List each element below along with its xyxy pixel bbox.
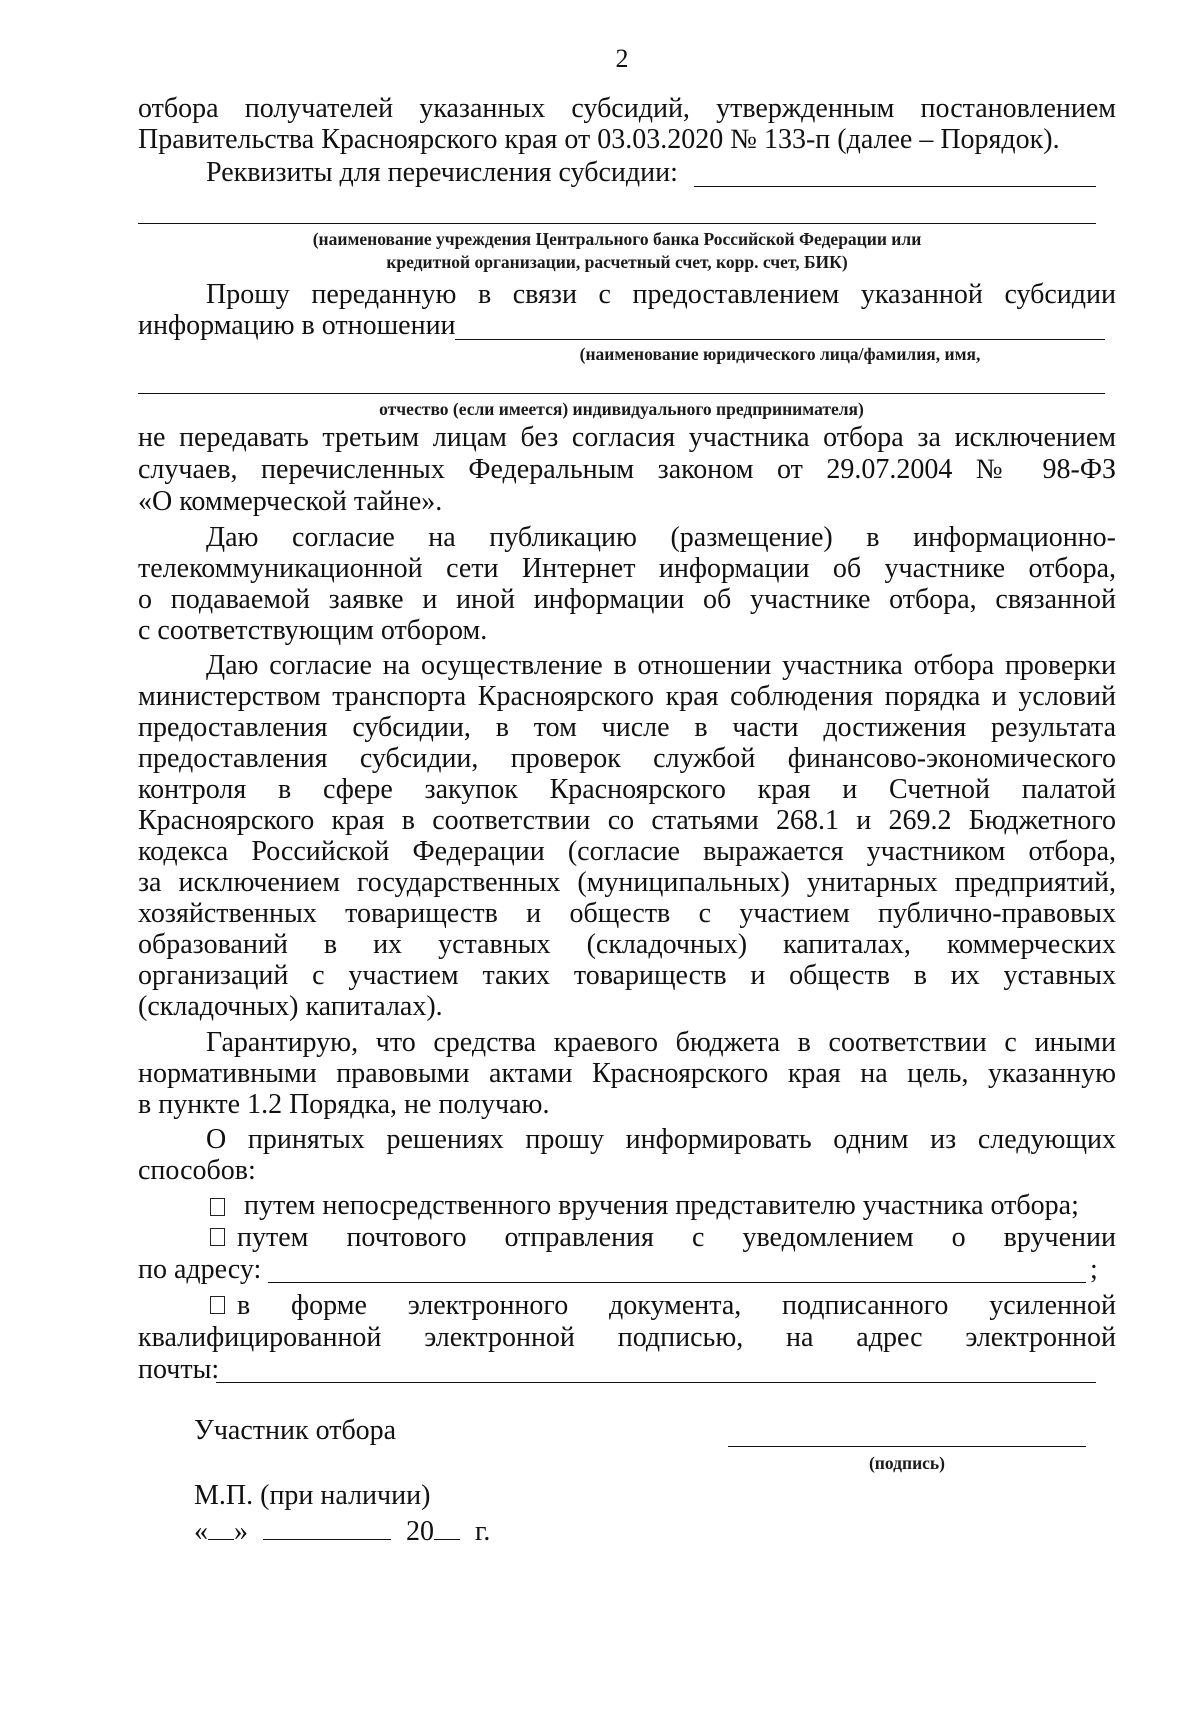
post-address-label: по адресу: bbox=[138, 1254, 262, 1285]
audit-line-8: за исключением государственных (муниципальных) унитарных предприятий, bbox=[138, 867, 1116, 898]
option-email-line bbox=[210, 1290, 1116, 1321]
requisites-label: Реквизиты для перечисления субсидии: bbox=[206, 157, 678, 188]
audit-line-4: предоставления субсидии, проверок службой финансово-экономического bbox=[138, 743, 1116, 774]
email-address-label: почты: bbox=[138, 1354, 220, 1385]
request-cont-line-3: «О коммерческой тайне». bbox=[138, 486, 443, 517]
audit-line-10: образований в их уставных (складочных) капиталах, коммерческих bbox=[138, 929, 1116, 960]
date-row bbox=[194, 1515, 594, 1547]
audit-line-7: кодекса Российской Федерации (согласие выражается участником отбора, bbox=[138, 836, 1116, 867]
notify-line-2: способов: bbox=[138, 1155, 256, 1186]
stamp-label: М.П. (при наличии) bbox=[194, 1480, 431, 1511]
date-year-blank[interactable] bbox=[434, 1515, 460, 1540]
participant-label: Участник отбора bbox=[194, 1415, 397, 1446]
recipient-name-blank-2[interactable] bbox=[138, 393, 1105, 394]
hand-delivery-checkbox[interactable] bbox=[210, 1198, 225, 1216]
publication-line-4: с соответствующим отбором. bbox=[138, 615, 488, 646]
request-line-2-row bbox=[138, 310, 1116, 341]
request-caption-1: (наименование юридического лица/фамилия, имя, bbox=[579, 344, 981, 364]
publication-line-2: телекоммуникационной сети Интернет информации об участнике отбора, bbox=[138, 553, 1116, 584]
recipient-name-blank[interactable] bbox=[455, 339, 1105, 340]
email-checkbox[interactable] bbox=[210, 1296, 225, 1314]
guarantee-line-1: Гарантирую, что средства краевого бюджета в соответствии с иными bbox=[206, 1027, 1116, 1058]
requisites-caption-2: кредитной организации, расчетный счет, корр. счет, БИК) bbox=[386, 252, 848, 272]
intro-line-1: отбора получателей указанных субсидий, утвержденным постановлением bbox=[138, 93, 1116, 124]
post-address-end: ; bbox=[1090, 1254, 1098, 1285]
post-checkbox[interactable] bbox=[210, 1228, 225, 1246]
request-cont-line-2: случаев, перечисленных Федеральным законом от 29.07.2004 № 98-ФЗ bbox=[138, 454, 1116, 485]
option-email-label-2: квалифицированной электронной подписью, на адрес электронной bbox=[138, 1322, 1116, 1353]
publication-line-1: Даю согласие на публикацию (размещение) в информационно- bbox=[206, 522, 1116, 553]
option-post-label: путем почтового отправления с уведомлением о вручении bbox=[237, 1222, 1116, 1253]
audit-line-5: контроля в сфере закупок Красноярского края и Счетной палатой bbox=[138, 774, 1116, 805]
option-hand-delivery-label: путем непосредственного вручения представителю участника отбора; bbox=[244, 1190, 1079, 1221]
guarantee-line-3: в пункте 1.2 Порядка, не получаю. bbox=[138, 1089, 550, 1120]
signature-caption: (подпись) bbox=[868, 1453, 946, 1473]
requisites-blank-1[interactable] bbox=[694, 186, 1096, 187]
option-email[interactable] bbox=[138, 1290, 1116, 1321]
audit-line-6: Красноярского края в соответствии со статьями 268.1 и 269.2 Бюджетного bbox=[138, 805, 1116, 836]
option-email-label-1: в форме электронного документа, подписанного усиленной bbox=[237, 1290, 1116, 1321]
date-year-prefix: 20 bbox=[406, 1516, 434, 1547]
request-line-2-label: информацию в отношении bbox=[138, 310, 456, 341]
request-caption-2: отчество (если имеется) индивидуального предпринимателя) bbox=[379, 399, 864, 419]
page-number: 2 bbox=[615, 44, 629, 73]
post-address-row bbox=[138, 1254, 1116, 1285]
audit-line-12: (складочных) капиталах). bbox=[138, 991, 443, 1022]
audit-line-9: хозяйственных товариществ и обществ с участием публично-правовых bbox=[138, 898, 1116, 929]
audit-line-3: предоставления субсидии, в том числе в части достижения результата bbox=[138, 712, 1116, 743]
option-post[interactable] bbox=[138, 1222, 1116, 1253]
request-cont-line-1: не передавать третьим лицам без согласия участника отбора за исключением bbox=[138, 422, 1116, 453]
guarantee-line-2: нормативными правовыми актами Красноярского края на цель, указанную bbox=[138, 1058, 1116, 1089]
option-hand-delivery[interactable] bbox=[138, 1190, 1116, 1221]
requisites-row bbox=[138, 157, 1116, 188]
email-address-row bbox=[138, 1354, 1116, 1385]
request-line-1: Прошу переданную в связи с предоставлением указанной субсидии bbox=[206, 279, 1116, 310]
audit-line-1: Даю согласие на осуществление в отношении участника отбора проверки bbox=[206, 650, 1116, 681]
date-day-blank[interactable] bbox=[208, 1515, 234, 1540]
date-month-blank[interactable] bbox=[263, 1515, 391, 1540]
option-post-line bbox=[210, 1222, 1116, 1253]
post-address-blank[interactable] bbox=[268, 1282, 1086, 1283]
signature-blank[interactable] bbox=[728, 1446, 1086, 1447]
date-open-quote: « bbox=[194, 1516, 208, 1547]
notify-line-1: О принятых решениях прошу информировать одним из следующих bbox=[206, 1124, 1116, 1155]
audit-line-2: министерством транспорта Красноярского края соблюдения порядка и условий bbox=[138, 681, 1116, 712]
intro-line-2: Правительства Красноярского края от 03.03.2020 № 133-п (далее – Порядок). bbox=[138, 124, 1060, 155]
requisites-blank-2[interactable] bbox=[138, 223, 1096, 224]
date-close-quote: » bbox=[234, 1516, 248, 1547]
date-year-suffix: г. bbox=[475, 1516, 491, 1547]
email-address-blank[interactable] bbox=[216, 1382, 1096, 1383]
audit-line-11: организаций с участием таких товариществ и обществ в их уставных bbox=[138, 960, 1116, 991]
requisites-caption-1: (наименование учреждения Центрального банка Российской Федерации или bbox=[312, 229, 922, 249]
publication-line-3: о подаваемой заявке и иной информации об участнике отбора, связанной bbox=[138, 584, 1116, 615]
